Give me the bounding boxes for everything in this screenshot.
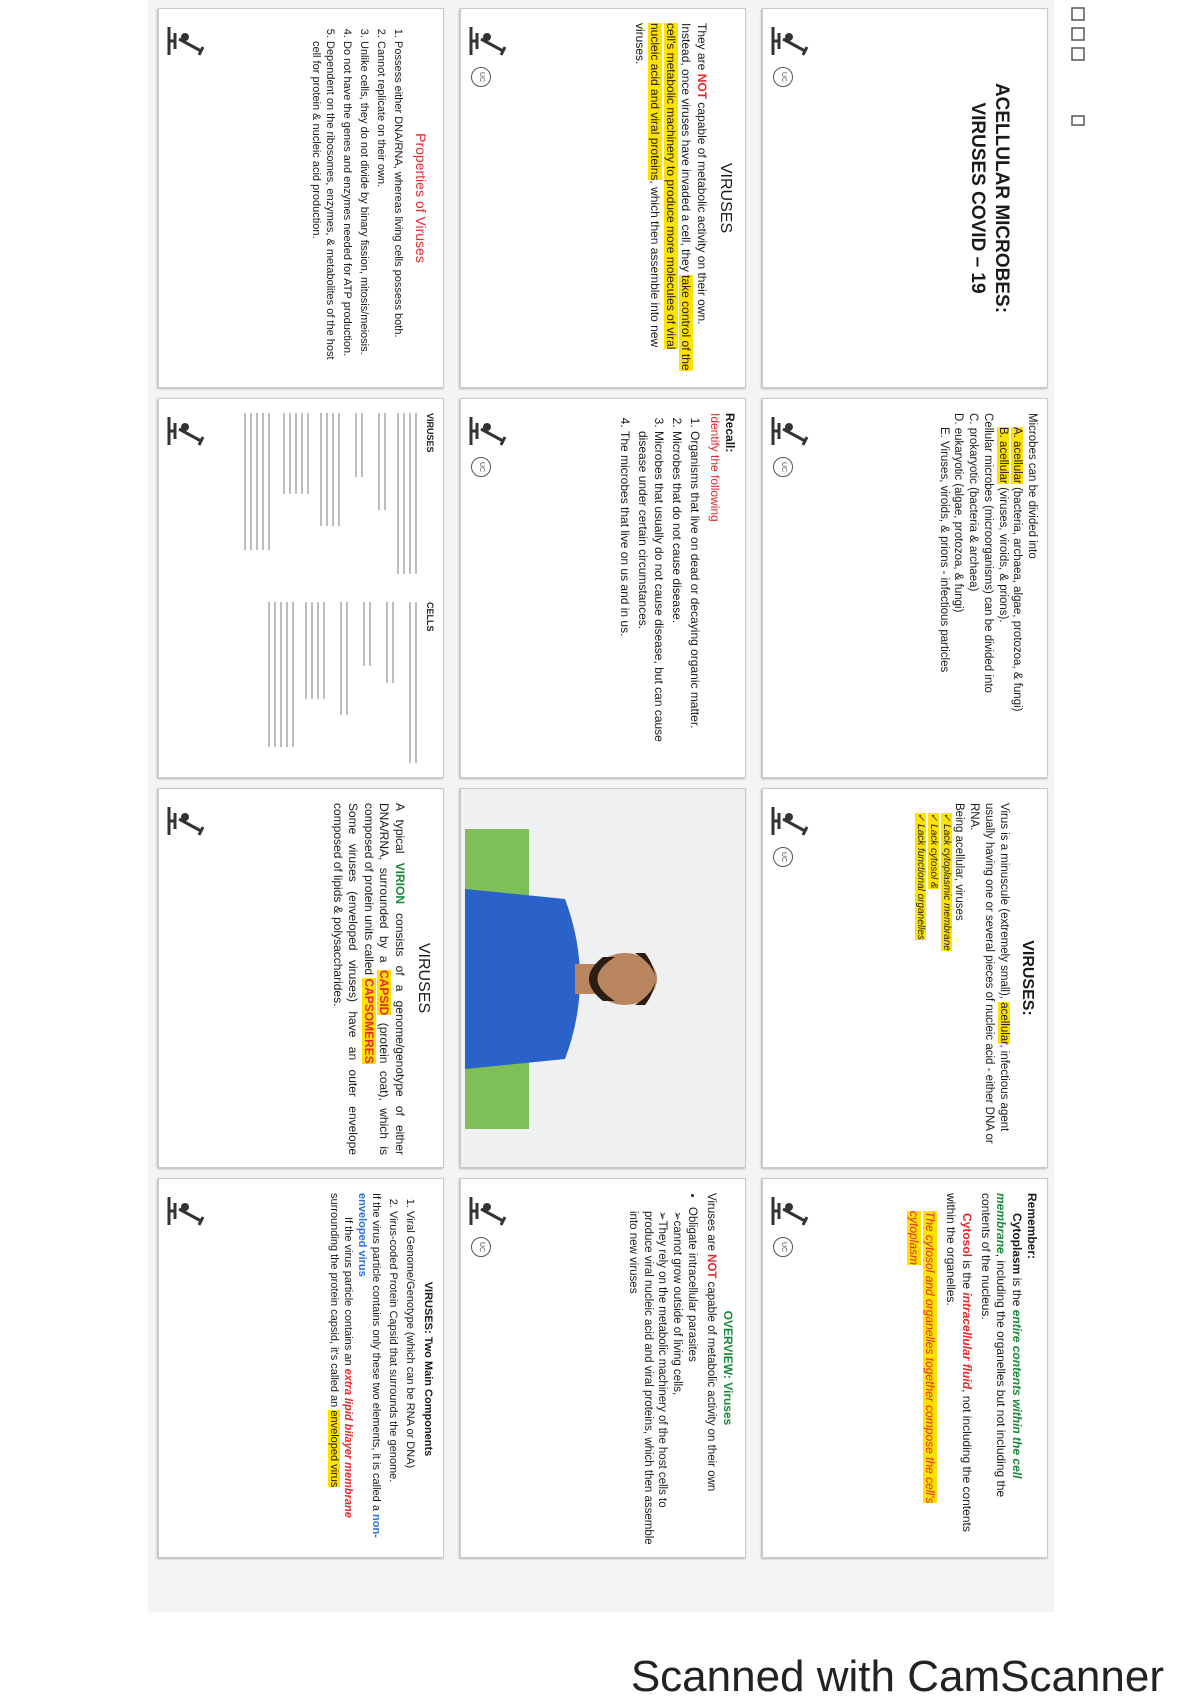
university-seal-icon: UC bbox=[471, 1237, 491, 1257]
overview-a: Viruses are bbox=[704, 1193, 717, 1255]
slide-title-heading bbox=[966, 19, 1014, 377]
envelope-text: Some viruses (enveloped viruses) have an outer envelope composed of lipids & polysaccharides. bbox=[331, 803, 361, 1155]
property-3: 3. Unlike cells, they do not divide by binary fission, mitosis/meiosis. bbox=[357, 41, 371, 375]
viruses-def-title: VIRUSES: bbox=[1019, 940, 1036, 1016]
not-capable-b: capable of metabolic activity on their own. bbox=[694, 99, 709, 325]
virion-a: A typical bbox=[392, 803, 407, 863]
slide-remember bbox=[762, 1178, 1048, 1558]
virion-c: (protein coat), which is composed of protein units called bbox=[361, 803, 392, 1155]
env-term: enveloped virus bbox=[327, 1410, 340, 1488]
cytoplasm-term: Cytoplasm bbox=[1009, 1213, 1024, 1275]
cytosol-term: Cytosol bbox=[959, 1213, 974, 1258]
lecturer-video-image bbox=[465, 829, 715, 1129]
table-cell bbox=[382, 602, 394, 683]
takeover-rest: , which then assemble into new viruses. bbox=[633, 23, 663, 348]
overview-bullet: • Obligate intracellular parasites bbox=[684, 1207, 699, 1545]
microscope-icon bbox=[165, 1189, 209, 1233]
university-seal-icon: UC bbox=[773, 457, 793, 477]
property-2: 2. Cannot replicate on their own. bbox=[374, 41, 388, 375]
scanned-handout bbox=[148, 0, 1054, 1612]
scan-toolbar-icons bbox=[1068, 6, 1090, 126]
cellular-microbes: Cellular microbes (microorganisms) can be divided into bbox=[981, 413, 994, 693]
slide-recall bbox=[460, 398, 746, 778]
takeover-a: Instead, once viruses have invaded a cell, they bbox=[679, 23, 694, 276]
slide-virion bbox=[158, 788, 444, 1168]
title-line-2: VIRUSES COVID – 19 bbox=[967, 102, 989, 294]
properties-title: Properties of Viruses bbox=[413, 133, 429, 263]
university-seal-icon: UC bbox=[773, 847, 793, 867]
cytosol-is: is the bbox=[959, 1257, 974, 1293]
cytosol-def bbox=[943, 1193, 974, 1545]
table-cell bbox=[336, 602, 348, 715]
lack-organelles: ✓ Lack functional organelles bbox=[915, 813, 927, 940]
slide-row-1 bbox=[758, 0, 1054, 1612]
division-b-text: (viruses, viroids, & prions). bbox=[996, 483, 1009, 623]
table-cell bbox=[351, 413, 363, 477]
virion-text bbox=[360, 803, 406, 1155]
recall-list bbox=[616, 413, 702, 765]
virion-title: VIRUSES bbox=[415, 942, 432, 1014]
cytoplasm-is: is the bbox=[1009, 1274, 1024, 1310]
recall-sub: Identify the following bbox=[707, 413, 722, 522]
cytoplasm-emph: entire contents within the cell membrane bbox=[994, 1193, 1024, 1479]
table-cell bbox=[266, 602, 294, 747]
overview-list bbox=[684, 1193, 699, 1545]
division-intro: Microbes can be divided into bbox=[1026, 413, 1038, 559]
lack-cytosol: ✓ Lack cytosol & bbox=[927, 813, 939, 889]
university-seal-icon: UC bbox=[773, 67, 793, 87]
microscope-icon bbox=[467, 1189, 511, 1233]
camscanner-watermark: Scanned with CamScanner bbox=[630, 1652, 1164, 1701]
cytoplasm-rest: , including the organelles but not including the contents of the nucleus. bbox=[978, 1193, 1009, 1498]
division-a bbox=[1010, 413, 1025, 765]
division-d: D. eukaryotic (algae, protozoa, & fungi) bbox=[952, 413, 965, 613]
def-text-2: , infectious agent usually having one or several pieces of nucleic acid - either DNA or RNA. bbox=[968, 803, 1010, 1144]
overview-title: OVERVIEW: Viruses bbox=[721, 1310, 735, 1426]
division-b-highlight: B. acellular bbox=[996, 427, 1009, 484]
microscope-icon bbox=[165, 409, 209, 453]
env-emph: extra lipid bilayer membrane bbox=[341, 1368, 354, 1518]
recall-title: Recall: bbox=[723, 413, 737, 453]
microscope-icon bbox=[769, 19, 813, 63]
table-cell bbox=[405, 602, 417, 763]
slide-properties bbox=[158, 8, 444, 388]
university-seal-icon: UC bbox=[773, 1237, 793, 1257]
env-a: If the virus particle contains an bbox=[341, 1217, 354, 1369]
overview-sub-1: ➢cannot grow outside of living cells, bbox=[671, 1211, 684, 1396]
microscope-icon bbox=[165, 19, 209, 63]
slide-video-frame bbox=[460, 788, 746, 1168]
recall-item-1: 1. Organisms that live on dead or decaying organic matter. bbox=[687, 431, 702, 765]
takeover bbox=[632, 23, 693, 375]
nonenv-term: non-enveloped virus bbox=[355, 1193, 382, 1538]
overview-not-capable bbox=[703, 1193, 718, 1545]
slide-row-3 bbox=[154, 0, 450, 1612]
slide-viruses-metabolic bbox=[460, 8, 746, 388]
components-list bbox=[386, 1193, 417, 1545]
cytoplasm-summary: The cytosol and organelles together compose the cell's cytoplasm bbox=[907, 1211, 937, 1504]
recall-item-2: 2. Microbes that do not cause disease. bbox=[669, 431, 684, 765]
division-c: C. prokaryotic (bacteria & archaea) bbox=[967, 413, 980, 592]
slide-viruses-definition bbox=[762, 788, 1048, 1168]
cytosol-rest: , not including the contents within the organelles. bbox=[944, 1193, 974, 1532]
remember-label: Remember: bbox=[1025, 1193, 1039, 1260]
not-capable bbox=[693, 23, 708, 375]
not-emph: NOT bbox=[694, 73, 709, 100]
table-cell bbox=[242, 413, 270, 550]
table-cell bbox=[359, 602, 371, 666]
rotated-page bbox=[148, 0, 1054, 1612]
overview-not: NOT bbox=[704, 1254, 717, 1279]
university-seal-icon: UC bbox=[471, 457, 491, 477]
division-a-highlight: A. acellular bbox=[1011, 427, 1024, 484]
component-2: 2. Virus-coded Protein Capsid that surrounds the genome. bbox=[386, 1211, 400, 1545]
slide-row-2 bbox=[456, 0, 752, 1612]
viruses-metabolic-title: VIRUSES bbox=[717, 162, 734, 234]
takeover-highlight: take control of the cell's metabolic machinery to produce more molecules of viral nucleic acid and viral proteins bbox=[648, 23, 694, 371]
recall-item-4: 4. The microbes that live on us and in us. bbox=[616, 431, 631, 765]
acellular-intro: Being acellular, viruses bbox=[953, 803, 966, 921]
cytosol-emph: intracellular fluid bbox=[959, 1292, 974, 1390]
slide-two-components bbox=[158, 1178, 444, 1558]
virion-b: consists of a genome/genotype of either DNA/RNA, surrounded by a bbox=[377, 803, 407, 1155]
comparison-table bbox=[231, 399, 443, 777]
viruses-column-header: VIRUSES bbox=[425, 413, 435, 453]
viruses-column bbox=[231, 413, 435, 574]
cells-column-header: CELLS bbox=[425, 602, 435, 632]
slide-overview bbox=[460, 1178, 746, 1558]
not-capable-a: They are bbox=[694, 23, 709, 74]
overview-sub-2: ➢They rely on the metabolic machinery of the host cells to produce viral nucleic acid and viral proteins, which then assemble into new viruses bbox=[627, 1211, 669, 1545]
property-1: 1. Possess either DNA/RNA, whereas living cells possess both. bbox=[391, 41, 405, 375]
slide-microbes-division bbox=[762, 398, 1048, 778]
microscope-icon bbox=[165, 799, 209, 843]
lack-membrane: ✓ Lack cytoplasmic membrane bbox=[940, 813, 952, 951]
overview-b: capable of metabolic activity on their own bbox=[704, 1278, 717, 1492]
def-text-1: Virus is a minuscule (extremely small), bbox=[997, 803, 1010, 999]
env-c: surrounding the protein capsid, it's called an bbox=[327, 1193, 340, 1411]
microscope-icon bbox=[769, 409, 813, 453]
microscope-icon bbox=[467, 19, 511, 63]
cells-column bbox=[231, 602, 435, 763]
table-cell bbox=[397, 413, 417, 574]
def-highlight: acellular bbox=[997, 1002, 1010, 1045]
microscope-icon bbox=[769, 1189, 813, 1233]
recall-item-3: 3. Microbes that usually do not cause disease, but can cause disease under certain circumstances. bbox=[635, 431, 666, 765]
division-a-text: (bacteria, archaea, algae, protozoa, & fungi) bbox=[1011, 483, 1024, 712]
capsid-term: CAPSID bbox=[377, 970, 392, 1016]
components-title: VIRUSES: Two Main Components bbox=[422, 1281, 434, 1457]
table-cell bbox=[305, 602, 325, 699]
enveloped-def bbox=[326, 1193, 354, 1545]
title-line-1: ACELLULAR MICROBES: bbox=[991, 82, 1012, 314]
property-4: 4. Do not have the genes and enzymes needed for ATP production. bbox=[340, 41, 354, 375]
properties-list bbox=[309, 23, 405, 375]
cytoplasm-def bbox=[978, 1193, 1024, 1545]
university-seal-icon: UC bbox=[471, 67, 491, 87]
microscope-icon bbox=[467, 409, 511, 453]
virus-definition bbox=[966, 803, 1010, 1155]
slide-title bbox=[762, 8, 1048, 388]
capsomeres-term: CAPSOMERES bbox=[361, 978, 376, 1064]
property-5: 5. Dependent on the ribosomes, enzymes, & metabolites of the host cell for protein & nucleic acid production. bbox=[309, 41, 337, 375]
virion-term: VIRION bbox=[392, 862, 407, 904]
slide-viruses-vs-cells bbox=[158, 398, 444, 778]
table-cell bbox=[320, 413, 340, 526]
microscope-icon bbox=[769, 799, 813, 843]
table-cell bbox=[281, 413, 309, 494]
division-b bbox=[995, 413, 1010, 765]
division-e: E. Viruses, viroids, & prions - infectious particles bbox=[937, 427, 950, 673]
non-enveloped-def bbox=[355, 1193, 383, 1545]
nonenv-a: If the virus particle contains only these two elements, it is called a bbox=[369, 1193, 382, 1514]
component-1: 1. Viral Genome/Genotype (which can be RNA or DNA) bbox=[403, 1211, 417, 1545]
table-cell bbox=[374, 413, 386, 510]
